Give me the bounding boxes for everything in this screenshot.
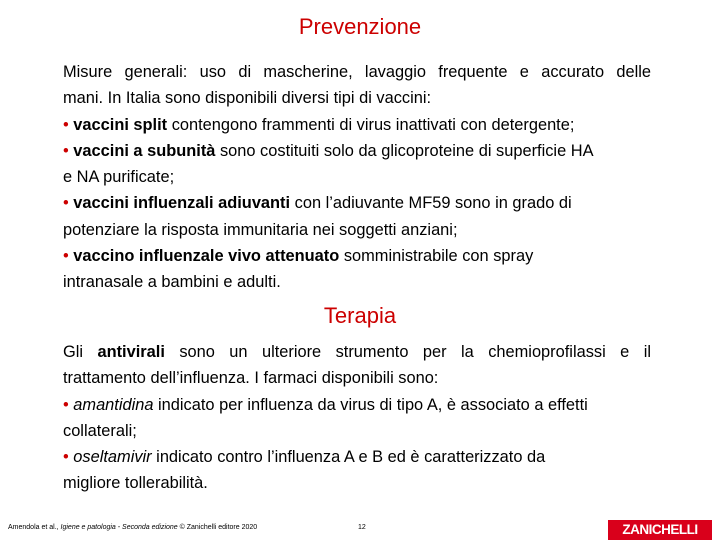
text-run: sono costituiti solo da glicoproteine di superficie HA — [215, 141, 594, 160]
text-line — [63, 217, 651, 243]
text-run: potenziare la risposta immunitaria nei soggetti anziani; — [63, 220, 458, 239]
text-line — [63, 365, 651, 391]
bullet-marker: • — [63, 194, 74, 213]
text-line — [63, 444, 651, 470]
text-run: contengono frammenti di virus inattivati con detergente; — [167, 115, 575, 134]
section-title-prevention: Prevenzione — [298, 14, 422, 39]
text-line — [63, 243, 651, 269]
text-run: sono un ulteriore strumento per la chemioprofilassi e il — [164, 343, 651, 361]
text-run: intranasale a bambini e adulti. — [63, 273, 281, 292]
bullet-marker: • — [63, 247, 74, 266]
bullet-marker: • — [63, 448, 74, 467]
section-title-therapy: Terapia — [323, 303, 397, 328]
footer-book-title: Igiene e patologia - Seconda edizione — [60, 524, 178, 531]
bold-term: vaccini influenzali adiuvanti — [73, 194, 291, 213]
bold-term: vaccino influenzale vivo attenuato — [73, 247, 340, 266]
text-line — [63, 418, 651, 444]
page-number: 12 — [358, 524, 366, 531]
text-line — [63, 112, 651, 138]
text-run: con l’adiuvante MF59 sono in grado di — [290, 194, 572, 213]
bullet-marker: • — [63, 141, 74, 160]
bullet-marker: • — [63, 115, 74, 134]
text-run: mani. In Italia sono disponibili diversi tipi di vaccini: — [63, 89, 432, 108]
text-run: somministrabile con spray — [339, 247, 534, 266]
text-run: trattamento dell’influenza. I farmaci disponibili sono: — [63, 369, 439, 388]
text-line — [63, 339, 651, 365]
text-run: Gli — [63, 343, 98, 361]
text-line — [63, 164, 651, 190]
text-line — [63, 392, 651, 418]
text-line — [63, 138, 651, 164]
footer-publisher: © Zanichelli editore 2020 — [177, 524, 258, 531]
text-run: indicato contro l’influenza A e B ed è caratterizzato da — [151, 448, 546, 467]
therapy-paragraph — [63, 339, 651, 497]
text-line — [63, 269, 651, 295]
text-run: Misure generali: uso di mascherine, lavaggio frequente e accurato delle — [63, 63, 651, 81]
bold-term: antivirali — [97, 343, 165, 361]
footer-citation — [8, 524, 257, 531]
bullet-marker: • — [63, 395, 74, 414]
bold-term: vaccini a subunità — [73, 141, 216, 160]
prevention-paragraph — [63, 59, 651, 296]
text-run: e NA purificate; — [63, 168, 175, 187]
italic-term: oseltamivir — [73, 448, 152, 467]
text-run: collaterali; — [63, 421, 137, 440]
text-run: migliore tollerabilità. — [63, 474, 208, 493]
text-line — [63, 59, 651, 85]
publisher-logo: ZANICHELLI — [608, 520, 712, 540]
text-line — [63, 470, 651, 496]
footer-authors: Amendola et al., — [8, 524, 61, 531]
italic-term: amantidina — [73, 395, 154, 414]
text-run: indicato per influenza da virus di tipo A, è associato a effetti — [153, 395, 588, 414]
text-line — [63, 190, 651, 216]
text-line — [63, 85, 651, 111]
bold-term: vaccini split — [73, 115, 168, 134]
